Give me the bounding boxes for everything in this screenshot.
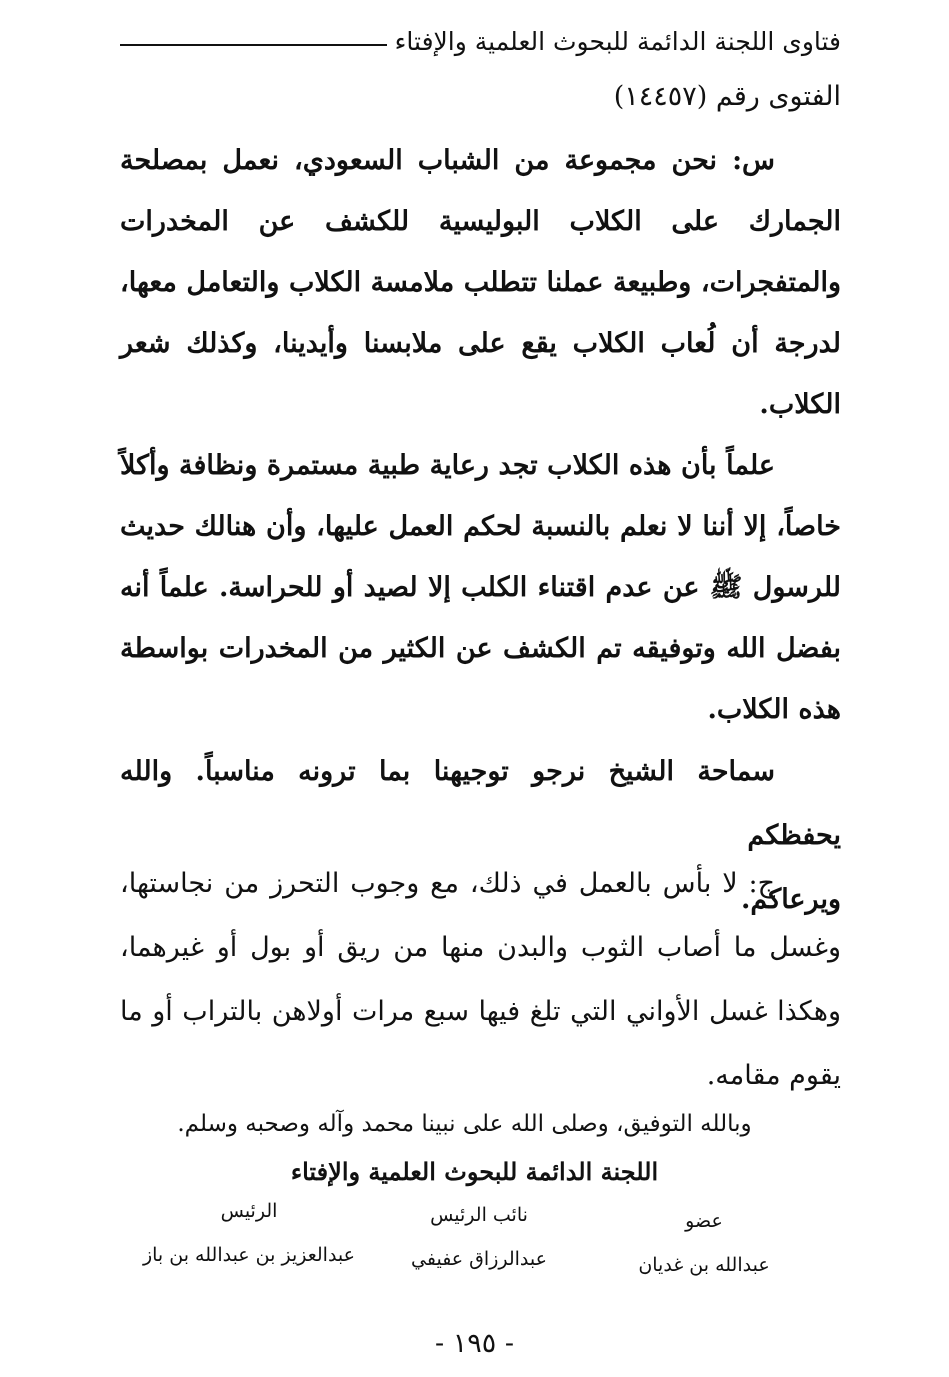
- committee-name: اللجنة الدائمة للبحوث العلمية والإفتاء: [290, 1157, 659, 1186]
- fatwa-number: الفتوى رقم (١٤٤٥٧): [613, 81, 841, 112]
- chair-title: الرئيس: [220, 1200, 278, 1222]
- question-section: [120, 130, 841, 932]
- deputy-title: نائب الرئيس: [430, 1204, 528, 1226]
- closing-line: وبالله التوفيق، وصلى الله على نبينا محمد وآله وصحبه وسلم.: [177, 1111, 752, 1137]
- signature-member: [629, 1206, 779, 1280]
- signature-chair: [129, 1196, 369, 1270]
- deputy-name: عبدالرزاق عفيفي: [411, 1248, 547, 1270]
- question-paragraph-3-end: ويرعاكم.: [740, 884, 841, 915]
- signature-deputy: [389, 1200, 569, 1274]
- chair-name: عبدالعزيز بن عبدالله بن باز: [142, 1244, 356, 1266]
- running-header: [120, 22, 841, 62]
- answer-section: [120, 852, 841, 1108]
- answer-paragraph: ج: لا بأس بالعمل في ذلك، مع وجوب التحرز من نجاستها، وغسل ما أصاب الثوب والبدن منها من ريق أو بول أو غيرهما، وهكذا غسل الأواني التي تلغ فيها سبع مرات أولاهن بالتراب أو ما يقوم مقامه.: [120, 868, 841, 1091]
- member-name: عبدالله بن غديان: [638, 1254, 770, 1276]
- question-paragraph-3: سماحة الشيخ نرجو توجيهنا بما ترونه مناسباً. والله يحفظكم: [120, 756, 841, 851]
- question-paragraph-1: س: نحن مجموعة من الشباب السعودي، نعمل بمصلحة الجمارك على الكلاب البوليسية للكشف عن المخدرات والمتفجرات، وطبيعة عملنا تتطلب ملامسة الكلاب والتعامل معها، لدرجة أن لُعاب الكلاب يقع على ملابسنا وأيدينا، وكذلك شعر الكلاب.: [120, 145, 841, 420]
- running-title: فتاوى اللجنة الدائمة للبحوث العلمية والإفتاء: [394, 27, 841, 56]
- question-paragraph-2: علماً بأن هذه الكلاب تجد رعاية طبية مستمرة ونظافة وأكلاً خاصاً، إلا أننا لا نعلم بالنسبة لحكم العمل عليها، وأن هنالك حديث للرسول ﷺ عن عدم اقتناء الكلب إلا لصيد أو للحراسة. علماً أنه بفضل الله وتوفيقه تم الكشف عن الكثير من المخدرات بواسطة هذه الكلاب.: [120, 450, 841, 725]
- header-rule: [120, 44, 387, 46]
- member-title: عضو: [685, 1210, 723, 1232]
- page-number: - ١٩٥ -: [435, 1328, 514, 1359]
